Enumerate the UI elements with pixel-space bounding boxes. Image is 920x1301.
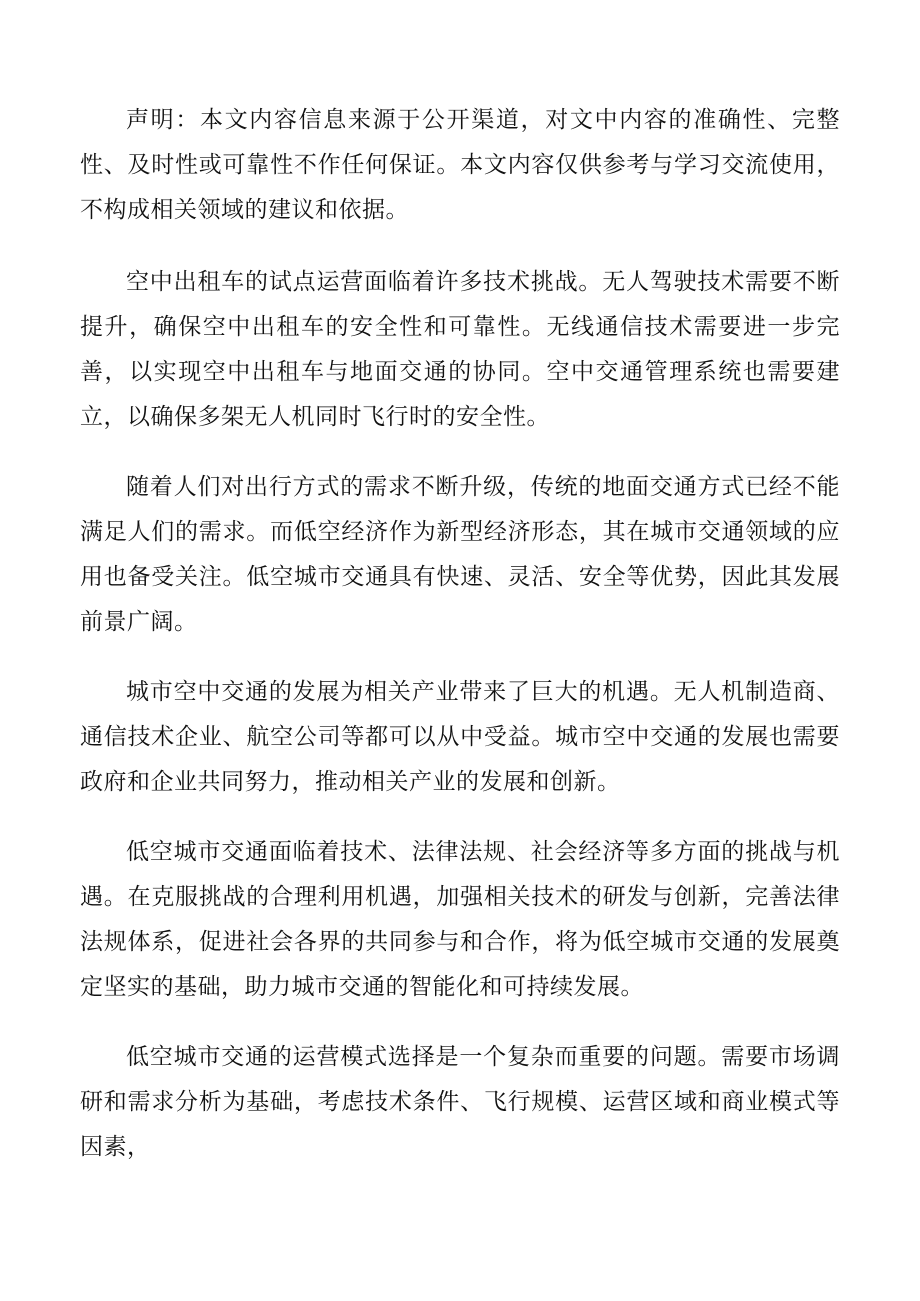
disclaimer-paragraph: 声明：本文内容信息来源于公开渠道，对文中内容的准确性、完整性、及时性或可靠性不作任何保证。本文内容仅供参考与学习交流使用，不构成相关领域的建议和依据。	[80, 107, 840, 223]
paragraph-challenges-and-opportunities: 低空城市交通面临着技术、法律法规、社会经济等多方面的挑战与机遇。在克服挑战的合理利用机遇，加强相关技术的研发与创新，完善法律法规体系，促进社会各界的共同参与和合作，将为低空城市交通的发展奠定坚实的基础，助力城市交通的智能化和可持续发展。	[80, 839, 840, 1000]
document-body	[80, 98, 840, 1195]
paragraph-industry-opportunities: 城市空中交通的发展为相关产业带来了巨大的机遇。无人机制造商、通信技术企业、航空公司等都可以从中受益。城市空中交通的发展也需要政府和企业共同努力，推动相关产业的发展和创新。	[80, 679, 840, 795]
paragraph-air-taxi-challenges: 空中出租车的试点运营面临着许多技术挑战。无人驾驶技术需要不断提升，确保空中出租车的安全性和可靠性。无线通信技术需要进一步完善，以实现空中出租车与地面交通的协同。空中交通管理系统也需要建立，以确保多架无人机同时飞行时的安全性。	[80, 269, 840, 430]
paragraph-operating-model: 低空城市交通的运营模式选择是一个复杂而重要的问题。需要市场调研和需求分析为基础，考虑技术条件、飞行规模、运营区域和商业模式等因素，	[80, 1044, 840, 1160]
paragraph-travel-demand: 随着人们对出行方式的需求不断升级，传统的地面交通方式已经不能满足人们的需求。而低空经济作为新型经济形态，其在城市交通领域的应用也备受关注。低空城市交通具有快速、灵活、安全等优势，因此其发展前景广阔。	[80, 474, 840, 635]
